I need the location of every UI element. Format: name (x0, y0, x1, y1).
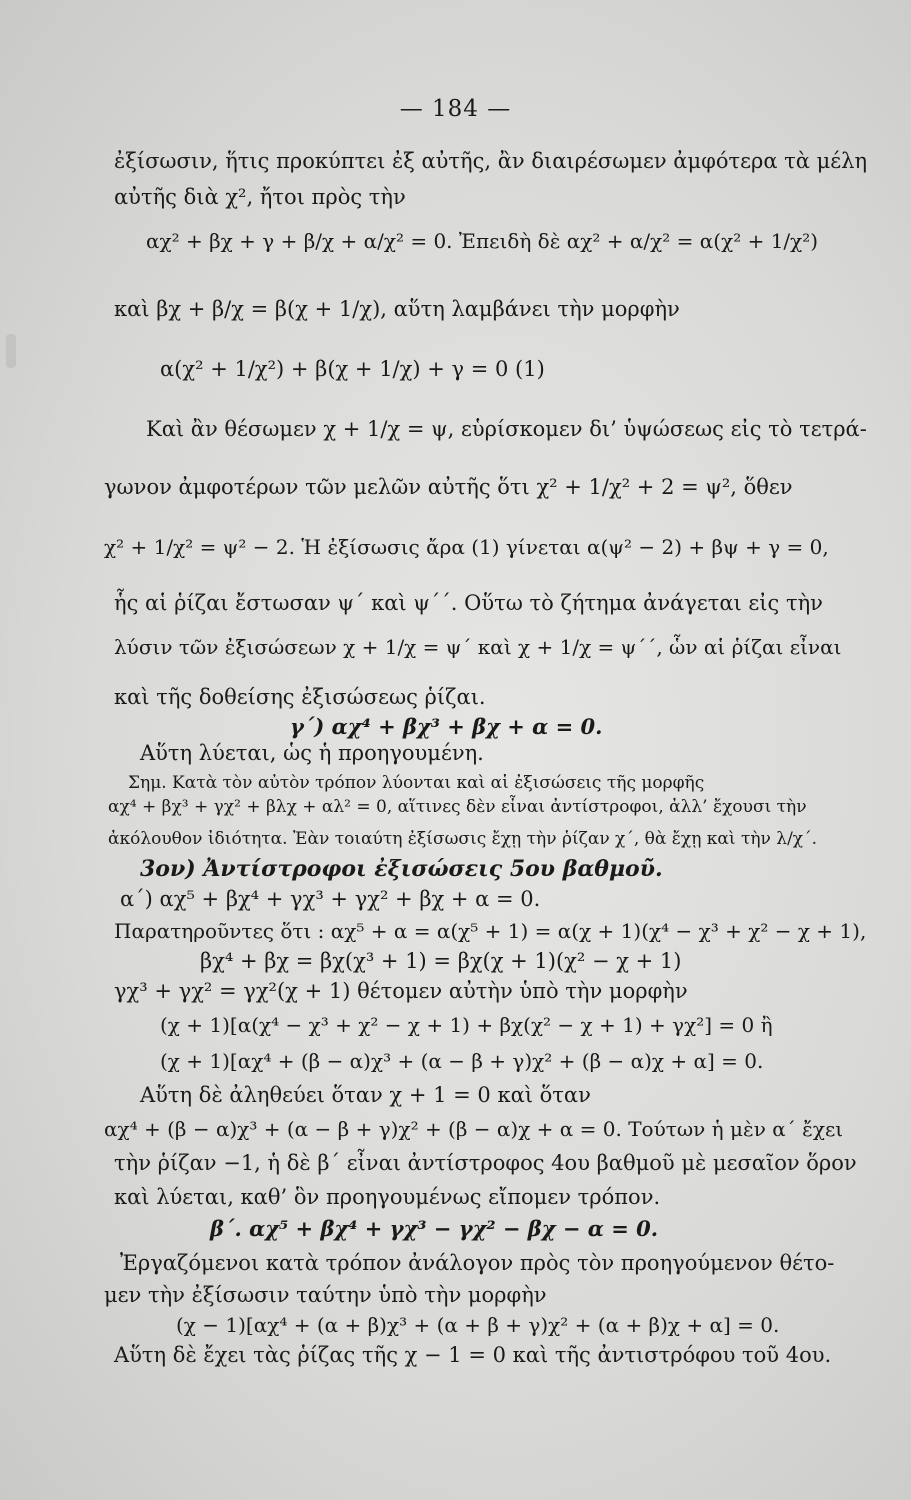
text-line: Αὕτη δὲ ἀληθεύει ὅταν χ + 1 = 0 καὶ ὅταν (140, 1083, 591, 1107)
equation-heading: γ΄) αχ⁴ + βχ³ + βχ + α = 0. (290, 714, 603, 739)
margin-smudge (6, 334, 16, 368)
equation-heading: β΄. αχ⁵ + βχ⁴ + γχ³ − γχ² − βχ − α = 0. (210, 1216, 659, 1241)
equation-line: βχ⁴ + βχ = βχ(χ³ + 1) = βχ(χ + 1)(χ² − χ + 1) (200, 949, 682, 973)
text-line: ἐξίσωσιν, ἥτις προκύπτει ἐξ αὐτῆς, ἂν διαιρέσωμεν ἀμφότερα τὰ μέλη (114, 149, 868, 173)
equation-line: (χ − 1)[αχ⁴ + (α + β)χ³ + (α + β + γ)χ² + (α + β)χ + α] = 0. (176, 1313, 780, 1337)
text-line: Καὶ ἂν θέσωμεν χ + 1/χ = ψ, εὑρίσκομεν δι’ ὑψώσεως εἰς τὸ τετρά- (146, 417, 867, 441)
text-line: γωνον ἀμφοτέρων τῶν μελῶν αὐτῆς ὅτι χ² + 1/χ² + 2 = ψ², ὅθεν (104, 475, 793, 499)
equation-line: (χ + 1)[αχ⁴ + (β − α)χ³ + (α − β + γ)χ² + (β − α)χ + α] = 0. (160, 1049, 764, 1073)
text-line: ἧς αἱ ῥίζαι ἔστωσαν ψ΄ καὶ ψ΄΄. Οὕτω τὸ ζήτημα ἀνάγεται εἰς τὴν (114, 591, 823, 615)
text-line: Αὕτη λύεται, ὡς ἡ προηγουμένη. (140, 741, 484, 765)
equation-line: γχ³ + γχ² = γχ²(χ + 1) θέτομεν αὐτὴν ὑπὸ τὴν μορφὴν (114, 979, 688, 1003)
text-line: τὴν ῥίζαν −1, ἡ δὲ β΄ εἶναι ἀντίστροφος 4ου βαθμοῦ μὲ μεσαῖον ὅρον (114, 1151, 857, 1175)
equation-line: αχ² + βχ + γ + β/χ + α/χ² = 0. Ἐπειδὴ δὲ αχ² + α/χ² = α(χ² + 1/χ²) (146, 229, 819, 253)
text-line: Ἐργαζόμενοι κατὰ τρόπον ἀνάλογον πρὸς τὸν προηγούμενον θέτο- (120, 1251, 835, 1275)
text-line: Αὕτη δὲ ἔχει τὰς ῥίζας τῆς χ − 1 = 0 καὶ τῆς ἀντιστρόφου τοῦ 4ου. (114, 1343, 832, 1367)
text-line: Παρατηροῦντες ὅτι : αχ⁵ + α = α(χ⁵ + 1) = α(χ + 1)(χ⁴ − χ³ + χ² − χ + 1), (114, 919, 867, 943)
page-number: — 184 — (399, 96, 512, 122)
equation-line: α(χ² + 1/χ²) + β(χ + 1/χ) + γ = 0 (1) (160, 357, 545, 381)
text-line: μεν τὴν ἐξίσωσιν ταύτην ὑπὸ τὴν μορφὴν (104, 1283, 547, 1307)
text-line: αὐτῆς διὰ χ², ἤτοι πρὸς τὴν (114, 185, 406, 209)
text-line: λύσιν τῶν ἐξισώσεων χ + 1/χ = ψ΄ καὶ χ + 1/χ = ψ΄΄, ὧν αἱ ῥίζαι εἶναι (114, 635, 842, 659)
equation-line: καὶ βχ + β/χ = β(χ + 1/χ), αὕτη λαμβάνει τὴν μορφὴν (114, 297, 680, 321)
note-line: ἀκόλουθον ἰδιότητα. Ἐὰν τοιαύτη ἐξίσωσις ἔχῃ τὴν ῥίζαν χ΄, θὰ ἔχῃ καὶ τὴν λ/χ΄. (108, 829, 818, 849)
note-line: Σημ. Κατὰ τὸν αὐτὸν τρόπον λύονται καὶ αἱ ἐξισώσεις τῆς μορφῆς (128, 773, 705, 793)
equation-heading: α΄) αχ⁵ + βχ⁴ + γχ³ + γχ² + βχ + α = 0. (120, 887, 541, 911)
equation-line: (χ + 1)[α(χ⁴ − χ³ + χ² − χ + 1) + βχ(χ² − χ + 1) + γχ²] = 0 ἢ (160, 1013, 773, 1037)
equation-line: χ² + 1/χ² = ψ² − 2. Ἡ ἐξίσωσις ἄρα (1) γίνεται α(ψ² − 2) + βψ + γ = 0, (104, 535, 829, 559)
text-line: καὶ τῆς δοθείσης ἐξισώσεως ῥίζαι. (114, 685, 486, 709)
text-line: καὶ λύεται, καθ’ ὃν προηγουμένως εἴπομεν τρόπον. (114, 1185, 661, 1209)
note-line: αχ⁴ + βχ³ + γχ² + βλχ + αλ² = 0, αἵτινες δὲν εἶναι ἀντίστροφοι, ἀλλ’ ἔχουσι τὴν (108, 797, 807, 817)
text-line: αχ⁴ + (β − α)χ³ + (α − β + γ)χ² + (β − α)χ + α = 0. Τούτων ἡ μὲν α΄ ἔχει (104, 1117, 844, 1141)
section-heading: 3ον) Ἀντίστροφοι ἐξισώσεις 5ου βαθμοῦ. (140, 856, 663, 882)
